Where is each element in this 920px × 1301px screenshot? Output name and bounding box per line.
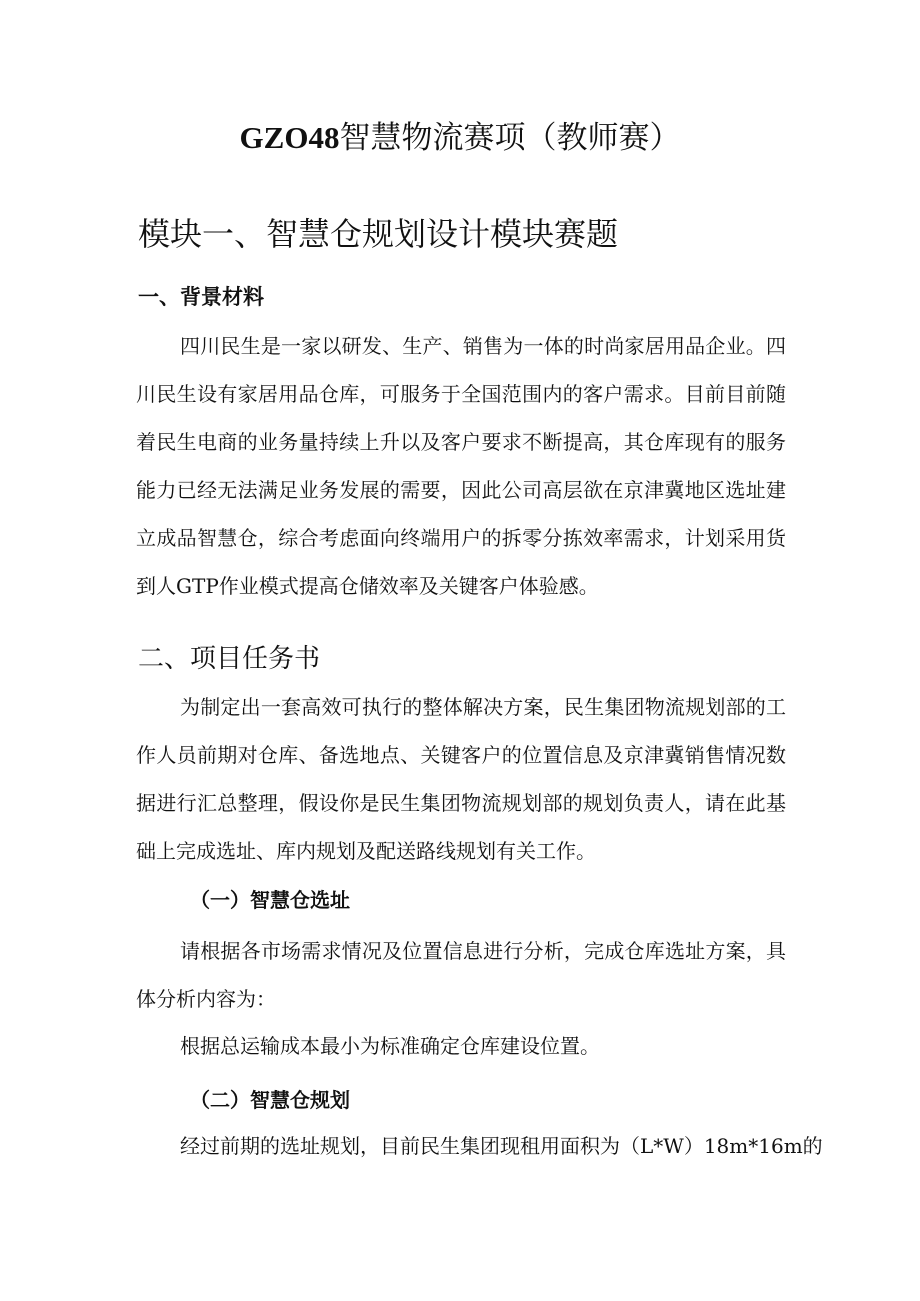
paragraph-line: 着民生电商的业务量持续上升以及客户要求不断提高，其仓库现有的服务 bbox=[136, 430, 786, 454]
paragraph-line: 体分析内容为： bbox=[136, 987, 276, 1011]
section-background-heading: 一、背景材料 bbox=[138, 285, 264, 309]
background-paragraph bbox=[136, 322, 786, 610]
paragraph-line: 经过前期的选址规划，目前民生集团现租用面积为（L*W）18m*16m的 bbox=[180, 1134, 823, 1158]
paragraph-line: 据进行汇总整理，假设你是民生集团物流规划部的规划负责人，请在此基 bbox=[136, 791, 786, 815]
task-paragraph bbox=[136, 683, 786, 875]
paragraph-line: 请根据各市场需求情况及位置信息进行分析，完成仓库选址方案，具 bbox=[180, 939, 786, 963]
document-title bbox=[0, 118, 920, 158]
paragraph-line: 四川民生是一家以研发、生产、销售为一体的时尚家居用品企业。四 bbox=[180, 334, 786, 358]
paragraph-line: 能力已经无法满足业务发展的需要，因此公司高层欲在京津冀地区选址建 bbox=[136, 478, 786, 502]
subsection-site-selection-heading: （一）智慧仓选址 bbox=[190, 888, 350, 912]
paragraph-line: 到人GTP作业模式提高仓储效率及关键客户体验感。 bbox=[136, 574, 599, 598]
site-selection-paragraph bbox=[136, 927, 786, 1023]
subsection-planning-heading: （二）智慧仓规划 bbox=[190, 1088, 350, 1112]
title-code: GZO48 bbox=[239, 120, 340, 155]
paragraph-line: 川民生设有家居用品仓库，可服务于全国范围内的客户需求。目前目前随 bbox=[136, 382, 786, 406]
module-heading: 模块一、智慧仓规划设计模块赛题 bbox=[138, 215, 619, 253]
paragraph-line: 础上完成选址、库内规划及配送路线规划有关工作。 bbox=[136, 839, 596, 863]
planning-paragraph bbox=[136, 1122, 823, 1170]
paragraph-line: 作人员前期对仓库、备选地点、关键客户的位置信息及京津冀销售情况数 bbox=[136, 743, 786, 767]
paragraph-line: 为制定出一套高效可执行的整体解决方案，民生集团物流规划部的工 bbox=[180, 695, 786, 719]
site-selection-criterion: 根据总运输成本最小为标准确定仓库建设位置。 bbox=[180, 1034, 600, 1058]
section-task-heading: 二、项目任务书 bbox=[138, 644, 321, 674]
title-text: 智慧物流赛项（教师赛） bbox=[339, 120, 681, 156]
paragraph-line: 立成品智慧仓，综合考虑面向终端用户的拆零分拣效率需求，计划采用货 bbox=[136, 526, 786, 550]
